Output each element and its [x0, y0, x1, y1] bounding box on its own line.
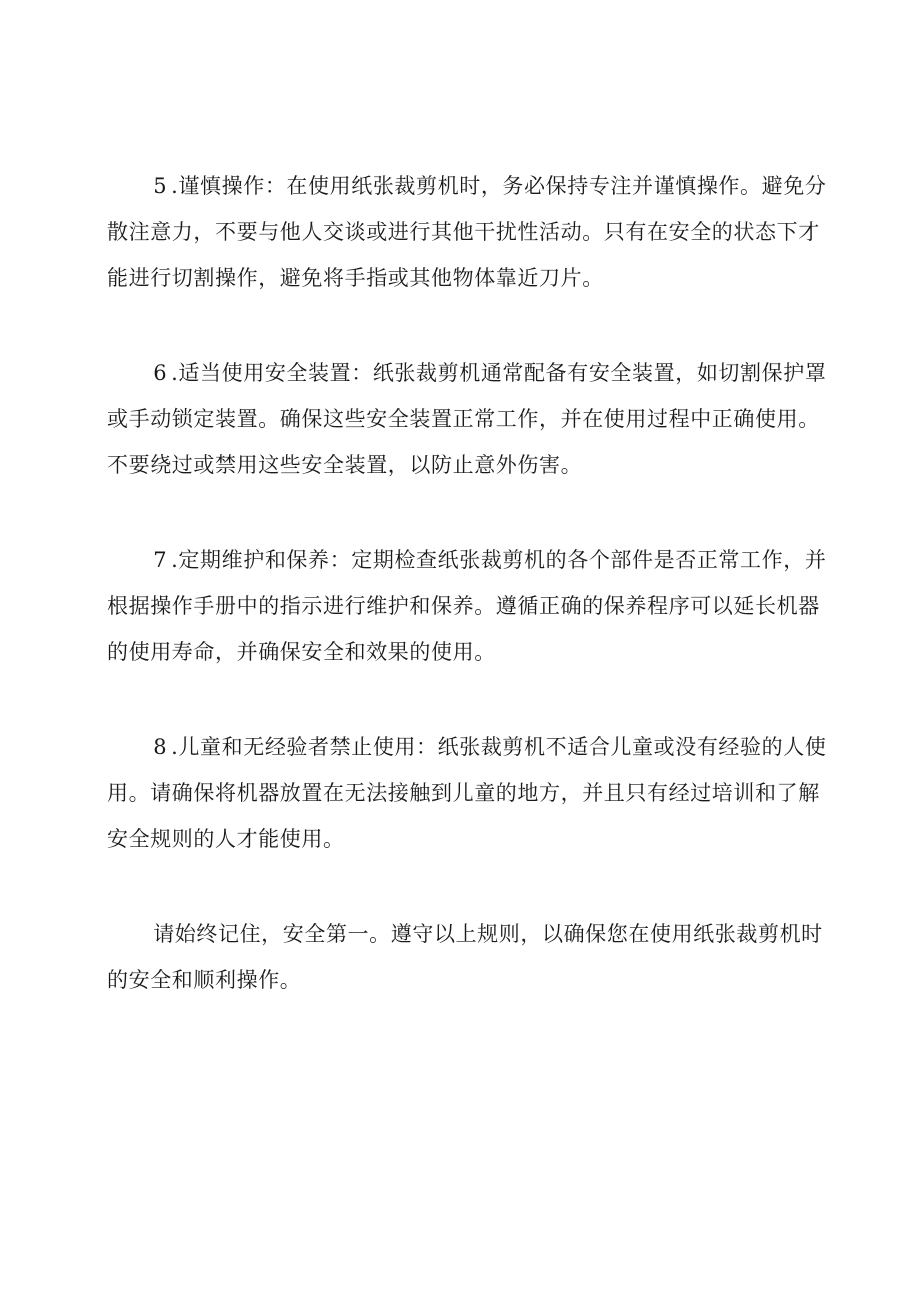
- paragraph-spacer: [107, 862, 827, 911]
- document-body: [107, 163, 827, 1003]
- paragraph-item-6: [107, 350, 827, 488]
- item-number: 6: [153, 361, 168, 385]
- paragraph-text: .定期维护和保养：定期检查纸张裁剪机的各个部件是否正常工作，并根据操作手册中的指示进行维护和保养。遵循正确的保养程序可以延长机器的使用寿命，并确保安全和效果的使用。: [107, 548, 827, 664]
- paragraph-text: .适当使用安全装置：纸张裁剪机通常配备有安全装置，如切割保护罩或手动锁定装置。确保这些安全装置正常工作，并在使用过程中正确使用。不要绕过或禁用这些安全装置，以防止意外伤害。: [107, 361, 827, 477]
- closing-paragraph: 请始终记住，安全第一。遵守以上规则，以确保您在使用纸张裁剪机时的安全和顺利操作。: [107, 922, 823, 992]
- paragraph-spacer: [107, 301, 827, 350]
- paragraph-item-7: [107, 537, 827, 675]
- item-number: 7: [153, 548, 168, 572]
- item-number: 5: [153, 174, 168, 198]
- paragraph-spacer: [107, 488, 827, 537]
- paragraph-text: .儿童和无经验者禁止使用：纸张裁剪机不适合儿童或没有经验的人使用。请确保将机器放置在无法接触到儿童的地方，并且只有经过培训和了解安全规则的人才能使用。: [107, 735, 827, 851]
- paragraph-item-5: [107, 163, 827, 301]
- paragraph-spacer: [107, 675, 827, 724]
- item-number: 8: [153, 735, 168, 759]
- paragraph-item-8: [107, 724, 827, 862]
- paragraph-text: .谨慎操作：在使用纸张裁剪机时，务必保持专注并谨慎操作。避免分散注意力，不要与他人交谈或进行其他干扰性活动。只有在安全的状态下才能进行切割操作，避免将手指或其他物体靠近刀片。: [107, 174, 827, 290]
